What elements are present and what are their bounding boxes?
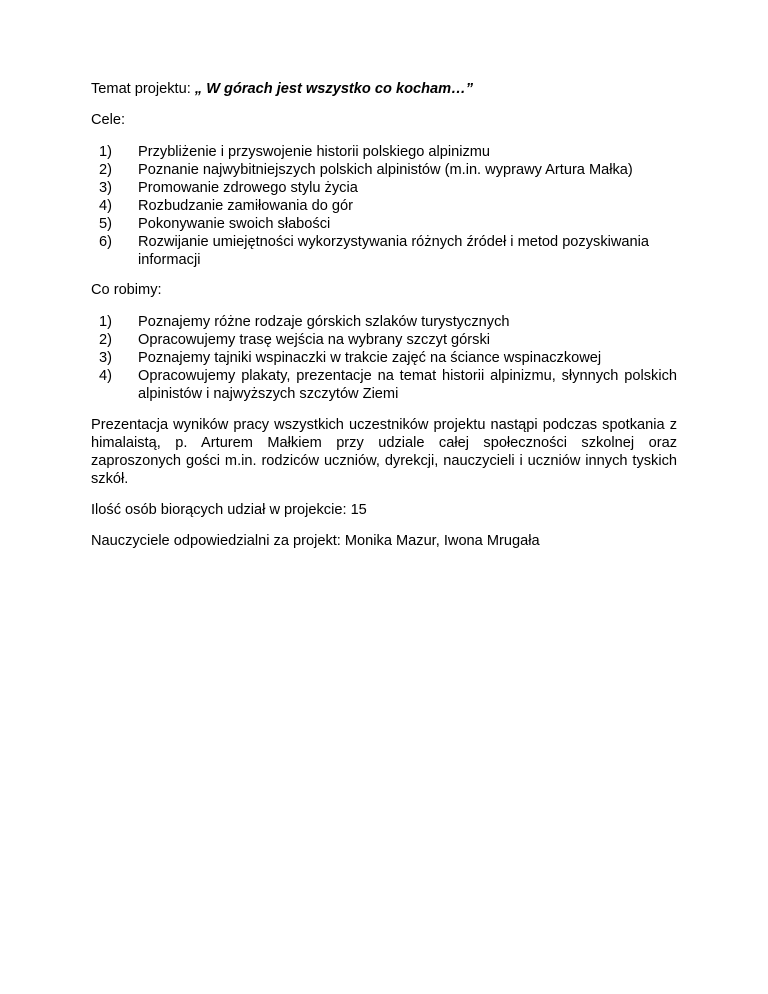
list-text: Poznajemy tajniki wspinaczki w trakcie zajęć na ściance wspinaczkowej [138,350,602,366]
project-title-label: Temat projektu: [91,81,191,97]
goals-list [91,143,677,269]
list-number: 1) [99,314,112,330]
list-text: Poznajemy różne rodzaje górskich szlaków turystycznych [138,314,510,330]
list-item [91,233,677,269]
list-item [91,143,677,161]
list-item [91,215,677,233]
presentation-paragraph: Prezentacja wyników pracy wszystkich uczestników projektu nastąpi podczas spotkania z himalaistą, p. Arturem Małkiem przy udziale całej społeczności szkolnej oraz zaproszonych gości m.in. rodziców uczniów, dyrekcji, nauczycieli i uczniów innych tyskich szkół. [91,417,677,487]
list-item [91,331,677,349]
list-number: 4) [99,368,112,384]
list-number: 3) [99,180,112,196]
project-title-value: „ W górach jest wszystko co kocham…” [194,81,474,97]
goals-heading: Cele: [91,112,126,128]
list-text: Promowanie zdrowego stylu życia [138,180,358,196]
list-item [91,161,677,179]
list-item [91,197,677,215]
list-number: 1) [99,144,112,160]
list-item [91,349,677,367]
project-title-line [91,80,677,98]
activities-heading: Co robimy: [91,282,162,298]
list-text: Opracowujemy trasę wejścia na wybrany szczyt górski [138,332,490,348]
teachers-line: Nauczyciele odpowiedzialni za projekt: Monika Mazur, Iwona Mrugała [91,533,540,549]
list-number: 3) [99,350,112,366]
list-text: Pokonywanie swoich słabości [138,216,331,232]
list-item [91,179,677,197]
list-item [91,367,677,403]
list-number: 2) [99,162,112,178]
list-number: 4) [99,198,112,214]
list-text: Poznanie najwybitniejszych polskich alpinistów (m.in. wyprawy Artura Małka) [138,162,633,178]
document-page [91,80,677,550]
participants-count: Ilość osób biorących udział w projekcie: 15 [91,502,367,518]
list-text: Opracowujemy plakaty, prezentacje na temat historii alpinizmu, słynnych polskich alpinistów i najwyższych szczytów Ziemi [138,368,677,402]
list-number: 6) [99,234,112,250]
list-number: 2) [99,332,112,348]
activities-list [91,313,677,403]
list-number: 5) [99,216,112,232]
list-text: Rozwijanie umiejętności wykorzystywania różnych źródeł i metod pozyskiwania informacji [138,234,649,268]
list-item [91,313,677,331]
list-text: Przybliżenie i przyswojenie historii polskiego alpinizmu [138,144,491,160]
list-text: Rozbudzanie zamiłowania do gór [138,198,353,214]
